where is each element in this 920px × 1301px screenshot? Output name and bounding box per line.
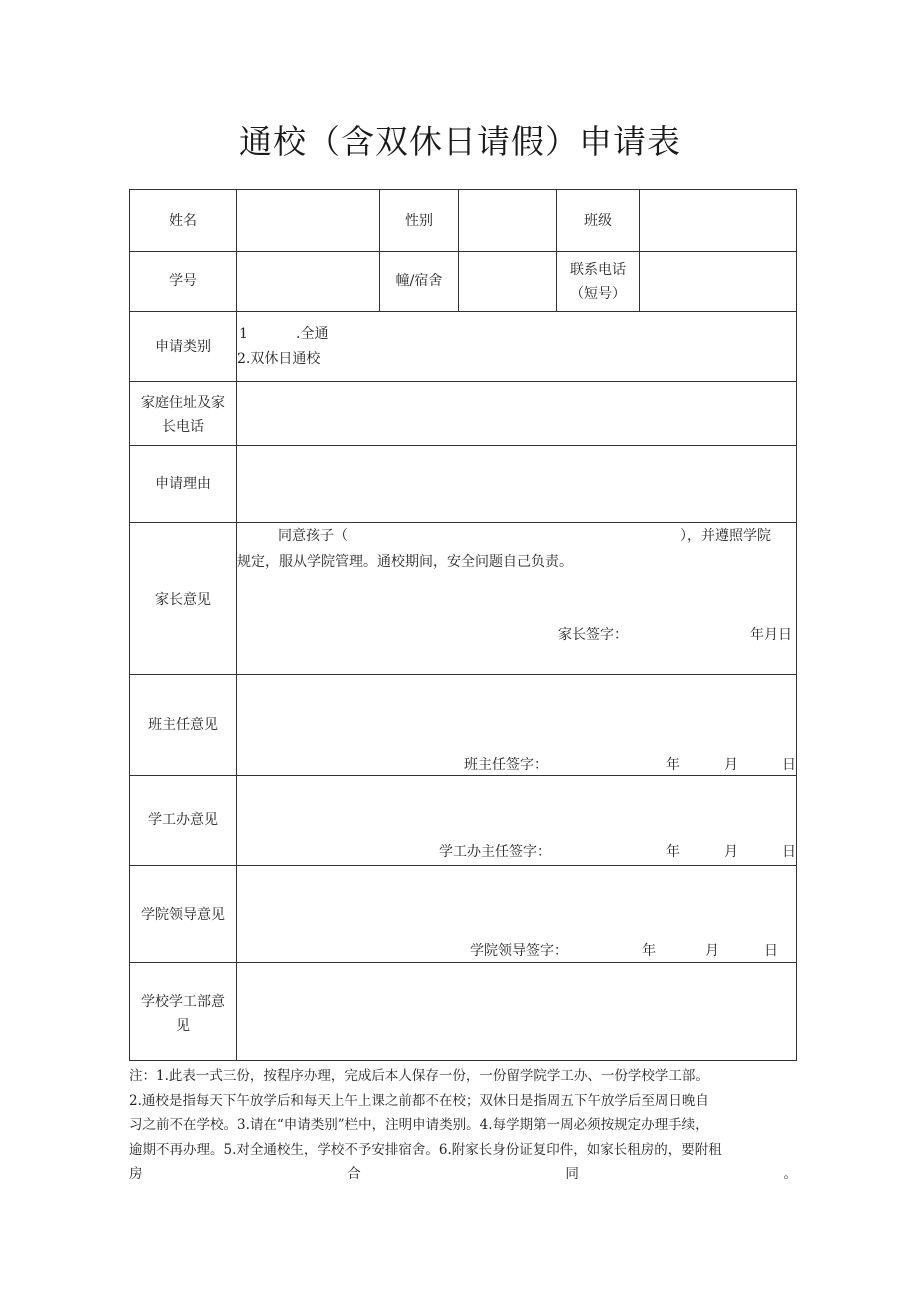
parent-consent-text-rule: 规定，服从学院管理。通校期间，安全问题自己负责。	[237, 554, 573, 570]
school-opinion-field[interactable]	[237, 963, 796, 1060]
note-line: 注：1.此表一式三份，按程序办理，完成后本人保存一份，一份留学院学工办、一份学校学工部。	[129, 1068, 709, 1084]
category-option-1[interactable]: .全通	[296, 326, 329, 342]
head-teacher-opinion-label: 班主任意见	[148, 717, 218, 733]
category-option-1-number: 1	[239, 326, 248, 342]
note-word: 房	[129, 1166, 143, 1182]
category-label: 申请类别	[155, 339, 211, 355]
class-label: 班级	[584, 213, 612, 229]
category-option-2[interactable]: 2.双休日通校	[237, 351, 321, 367]
gender-field[interactable]	[459, 191, 555, 250]
application-form-table	[129, 189, 797, 1061]
office-opinion-label: 学工办意见	[148, 812, 218, 828]
head-teacher-month: 月	[724, 757, 738, 773]
class-field[interactable]	[640, 191, 796, 250]
gender-label: 性别	[405, 213, 433, 229]
note-line: 习之前不在学校。3.请在“申请类别”栏中，注明申请类别。4.每学期第一周必须按规定办理手续，	[129, 1117, 709, 1133]
head-teacher-year: 年	[666, 757, 680, 773]
note-line-last	[129, 1162, 797, 1187]
office-signature-label: 学工办主任签字：	[439, 844, 551, 860]
dorm-field[interactable]	[459, 252, 555, 310]
school-opinion-label: 学校学工部意	[141, 994, 225, 1010]
leader-signature-label: 学院领导签字：	[470, 943, 568, 959]
reason-field[interactable]	[237, 446, 796, 521]
student-id-field[interactable]	[237, 252, 378, 310]
name-field[interactable]	[237, 191, 378, 250]
head-teacher-day: 日	[782, 757, 796, 773]
leader-year: 年	[642, 943, 656, 959]
note-line: 逾期不再办理。5.对全通校生，学校不予安排宿舍。6.附家长身份证复印件，如家长租房的，要附租	[129, 1141, 722, 1158]
leader-opinion-label: 学院领导意见	[141, 907, 225, 923]
phone-field[interactable]	[640, 252, 796, 310]
office-year: 年	[666, 844, 680, 860]
student-id-label: 学号	[169, 273, 197, 289]
school-opinion-label-cont: 见	[176, 1018, 190, 1034]
notes-section	[129, 1064, 797, 1187]
note-line: 2.通校是指每天下午放学后和每天上午上课之前都不在校；双休日是指周五下午放学后至周日晚自	[129, 1092, 709, 1109]
phone-label-short: （短号）	[570, 286, 626, 302]
note-word: 合	[347, 1166, 361, 1182]
leader-day: 日	[764, 943, 778, 959]
note-word: 同	[565, 1166, 579, 1182]
reason-label: 申请理由	[155, 476, 211, 492]
phone-label: 联系电话	[570, 262, 626, 278]
office-day: 日	[782, 844, 796, 860]
dorm-label: 幢/宿舍	[395, 273, 443, 289]
address-label: 家庭住址及家	[141, 395, 225, 411]
address-field[interactable]	[237, 382, 796, 444]
head-teacher-signature-label: 班主任签字：	[464, 757, 548, 773]
office-month: 月	[724, 844, 738, 860]
parent-consent-text-start: 同意孩子（	[278, 528, 348, 544]
address-label-cont: 长电话	[162, 419, 204, 435]
note-word: 。	[783, 1166, 797, 1182]
parent-signature-date: 年月日	[750, 627, 792, 643]
leader-month: 月	[705, 943, 719, 959]
parent-consent-text-end: ），并遵照学院	[680, 528, 771, 544]
parent-signature-label: 家长签字：	[558, 627, 628, 643]
page-title: 通校（含双休日请假）申请表	[239, 122, 681, 161]
name-label: 姓名	[169, 213, 197, 229]
parent-opinion-label: 家长意见	[155, 592, 211, 608]
